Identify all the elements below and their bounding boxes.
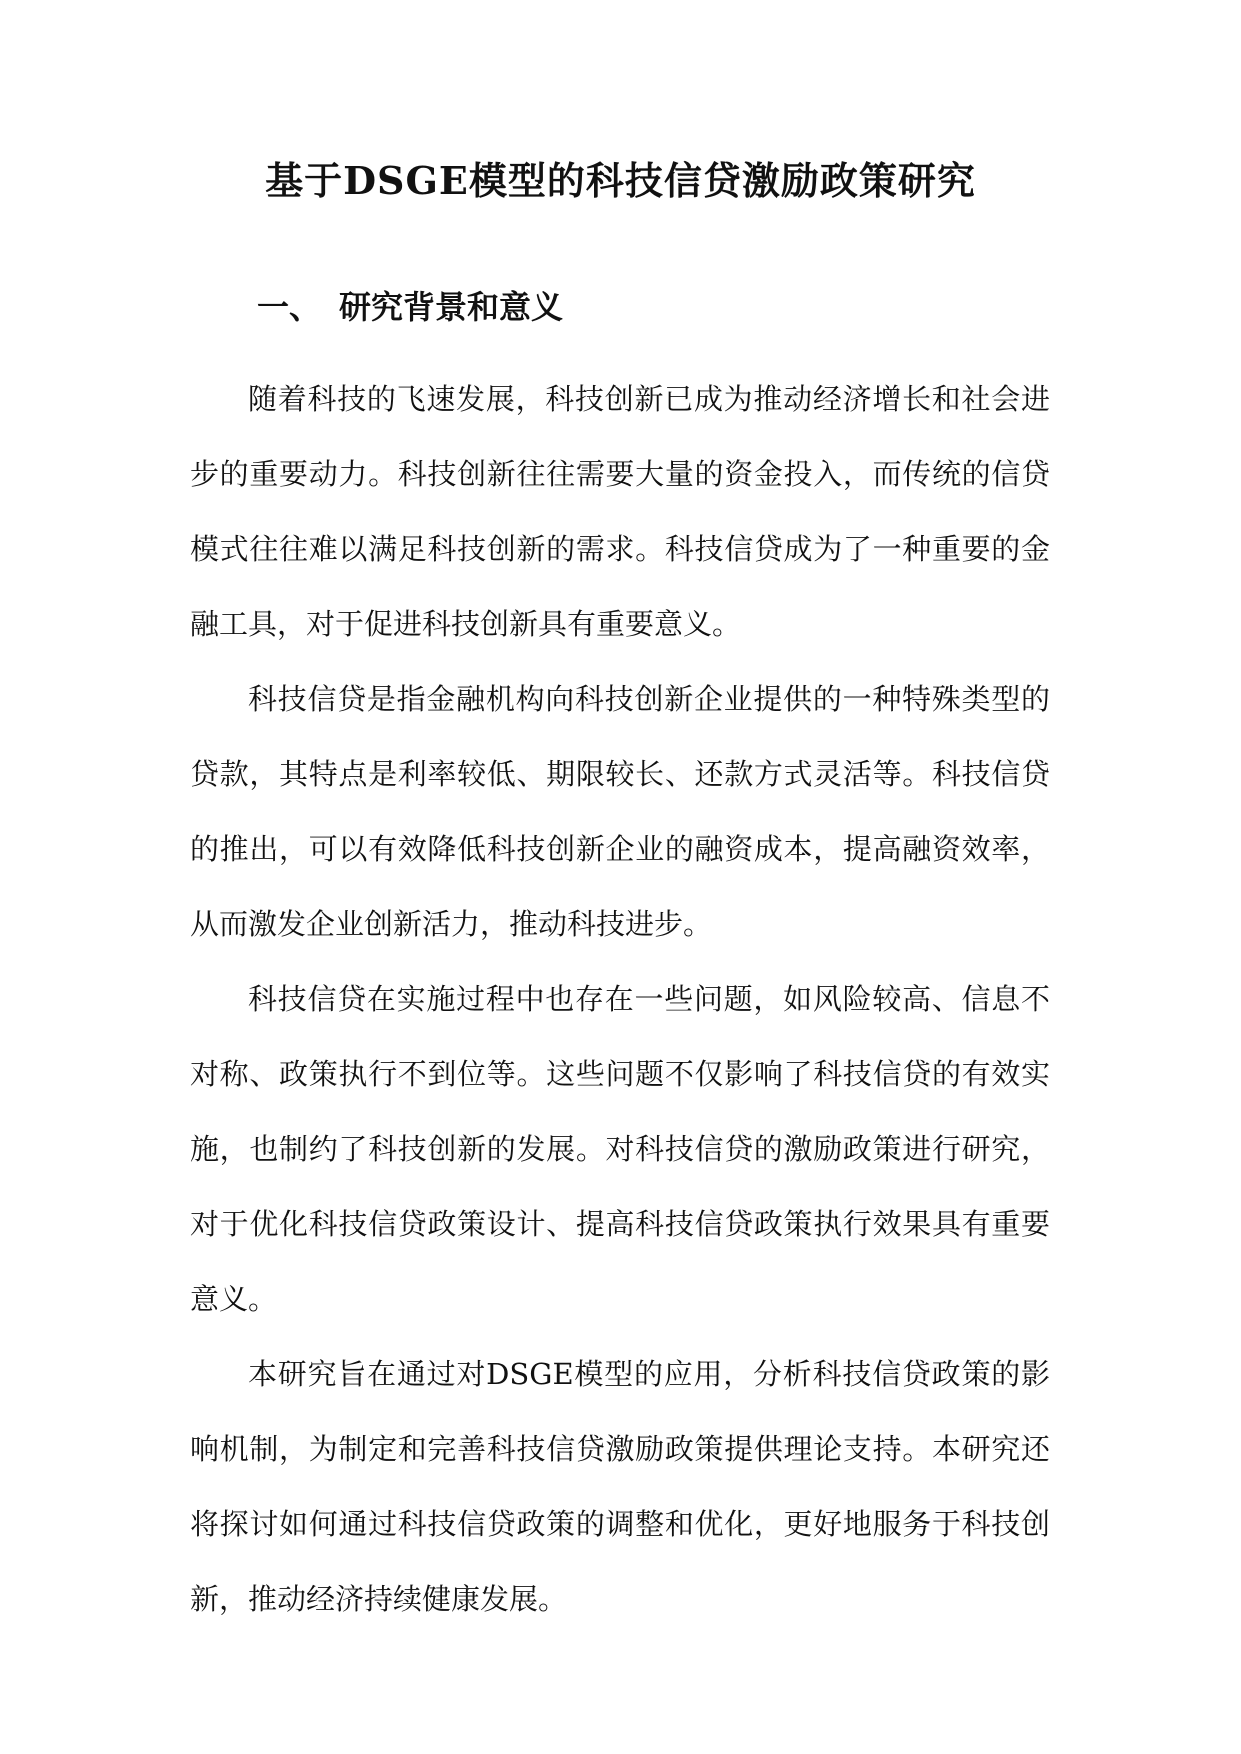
- document-body: [190, 362, 1050, 1637]
- document-title: 基于DSGE模型的科技信贷激励政策研究: [265, 158, 976, 203]
- paragraph: 科技信贷是指金融机构向科技创新企业提供的一种特殊类型的贷款，其特点是利率较低、期限较长、还款方式灵活等。科技信贷的推出，可以有效降低科技创新企业的融资成本，提高融资效率，从而激发企业创新活力，推动科技进步。: [190, 682, 1050, 941]
- paragraph: 本研究旨在通过对DSGE模型的应用，分析科技信贷政策的影响机制，为制定和完善科技信贷激励政策提供理论支持。本研究还将探讨如何通过科技信贷政策的调整和优化，更好地服务于科技创新，推动经济持续健康发展。: [190, 1357, 1050, 1616]
- section-heading: [257, 282, 563, 328]
- section-number: 一、: [257, 288, 322, 326]
- section-title: 研究背景和意义: [339, 288, 564, 326]
- paragraph: 科技信贷在实施过程中也存在一些问题，如风险较高、信息不对称、政策执行不到位等。这些问题不仅影响了科技信贷的有效实施，也制约了科技创新的发展。对科技信贷的激励政策进行研究，对于优化科技信贷政策设计、提高科技信贷政策执行效果具有重要意义。: [190, 982, 1050, 1316]
- paragraph: 随着科技的飞速发展，科技创新已成为推动经济增长和社会进步的重要动力。科技创新往往需要大量的资金投入，而传统的信贷模式往往难以满足科技创新的需求。科技信贷成为了一种重要的金融工具，对于促进科技创新具有重要意义。: [190, 382, 1050, 641]
